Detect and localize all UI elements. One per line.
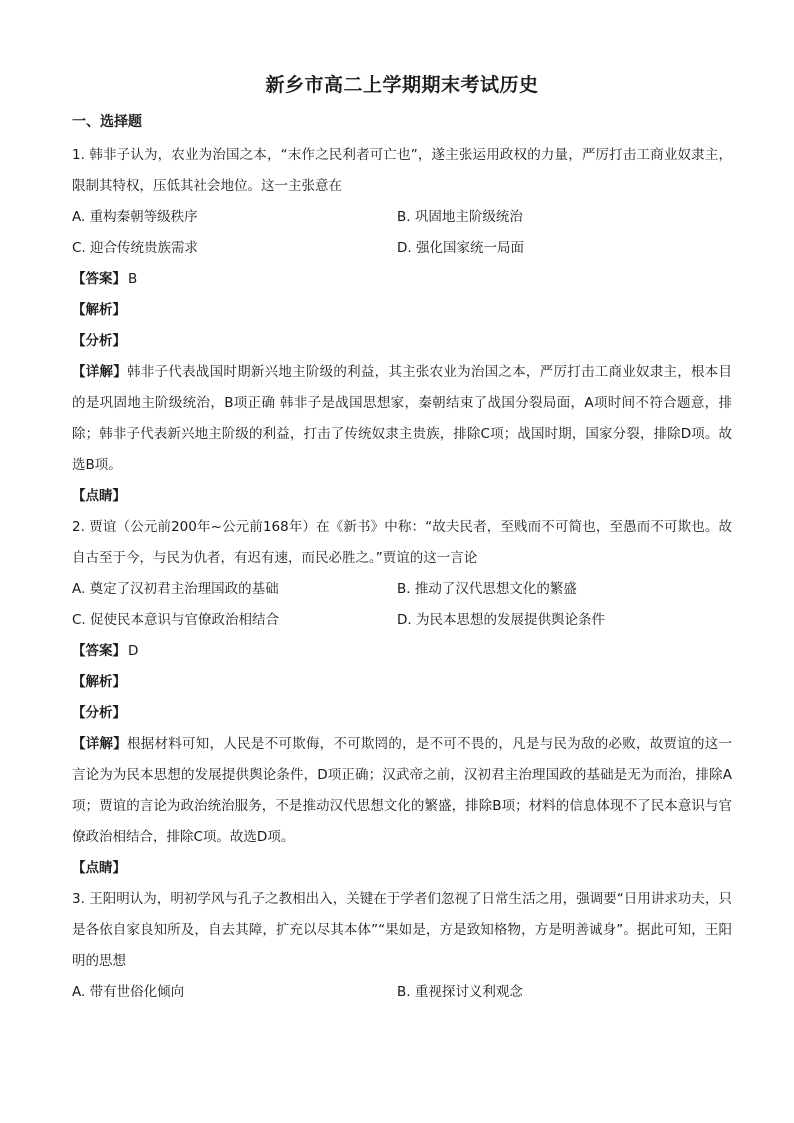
document-page [72,70,732,1008]
detail-paragraph [72,729,732,853]
options-grid [72,977,732,1008]
option-a: A. 重构秦朝等级秩序 [72,209,198,225]
option-a: A. 带有世俗化倾向 [72,984,185,1000]
question-stem: 3. 王阳明认为，明初学风与孔子之教相出入，关键在于学者们忽视了日常生活之用，强调要“日用讲求功夫，只是各依自家良知所及，自去其障，扩充以尽其本体”“果如是，方是致知格物，方是明善诚身”。据此可知，王阳明的思想 [72,891,732,969]
section-heading: 一、选择题 [72,114,142,130]
option-b: B. 重视探讨义利观念 [397,984,523,1000]
analysis-label: 【解析】 [72,302,126,318]
answer-value: D [128,643,139,659]
detail-text: 根据材料可知，人民是不可欺侮，不可欺罔的，是不可不畏的，凡是与民为敌的必败，故贾谊的这一言论为为民本思想的发展提供舆论条件，D项正确；汉武帝之前，汉初君主治理国政的基础是无为而治，排除A项；贾谊的言论为政治统治服务，不是推动汉代思想文化的繁盛，排除B项；材料的信息体现不了民本意识与官僚政治相结合，排除C项。故选D项。 [72,736,733,845]
option-c: C. 迎合传统贵族需求 [72,240,199,256]
option-a: A. 奠定了汉初君主治理国政的基础 [72,581,279,597]
answer-line [72,264,732,295]
question-2 [72,512,732,884]
answer-label: 【答案】 [72,643,126,659]
option-d: D. 强化国家统一局面 [397,240,524,256]
question-stem: 2. 贾谊（公元前200年~公元前168年）在《新书》中称：“故夫民者，至贱而不可简也，至愚而不可欺也。故自古至于今，与民为仇者，有迟有速，而民必胜之。”贾谊的这一言论 [72,519,732,566]
point-label: 【点睛】 [72,488,126,504]
option-d: D. 为民本思想的发展提供舆论条件 [397,612,605,628]
answer-value: B [128,271,138,287]
detail-label: 【详解】 [72,364,128,380]
option-b: B. 推动了汉代思想文化的繁盛 [397,581,577,597]
option-c: C. 促使民本意识与官僚政治相结合 [72,612,280,628]
question-stem: 1. 韩非子认为，农业为治国之本，“末作之民利者可亡也”，遂主张运用政权的力量，严厉打击工商业奴隶主，限制其特权，压低其社会地位。这一主张意在 [72,147,732,194]
option-b: B. 巩固地主阶级统治 [397,209,523,225]
options-grid [72,574,732,636]
fenxi-label: 【分析】 [72,333,126,349]
detail-paragraph [72,357,732,481]
question-3 [72,884,732,1008]
fenxi-label: 【分析】 [72,705,126,721]
options-grid [72,202,732,264]
answer-label: 【答案】 [72,271,126,287]
answer-line [72,636,732,667]
analysis-label: 【解析】 [72,674,126,690]
detail-label: 【详解】 [72,736,128,752]
question-1 [72,140,732,512]
page-title: 新乡市高二上学期期末考试历史 [265,74,539,96]
detail-text: 韩非子代表战国时期新兴地主阶级的利益，其主张农业为治国之本，严厉打击工商业奴隶主，根本目的是巩固地主阶级统治，B项正确 韩非子是战国思想家，秦朝结束了战国分裂局面，A项时间不符合题意，排除；韩非子代表新兴地主阶级的利益，打击了传统奴隶主贵族，排除C项；战国时期，国家分裂，排除D项。故选B项。 [72,364,733,473]
point-label: 【点睛】 [72,860,126,876]
